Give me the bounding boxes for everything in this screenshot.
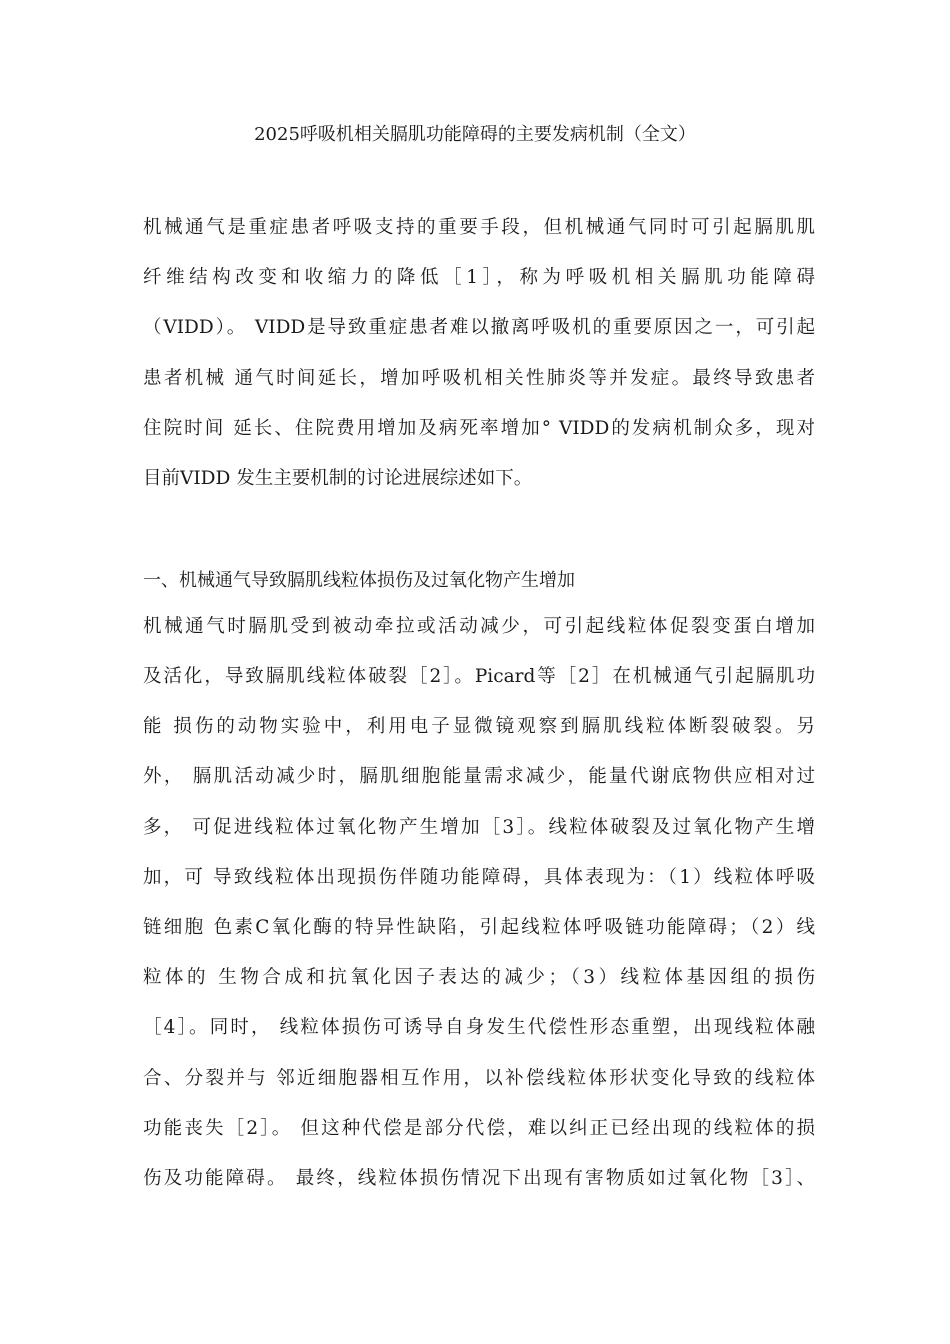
paragraph-line: （VIDD）。 VIDD是导致重症患者难以撤离呼吸机的重要原因之一，可引起 <box>143 317 815 338</box>
document-title: 2025呼吸机相关膈肌功能障碍的主要发病机制（全文） <box>254 124 696 145</box>
paragraph-line: 外， 膈肌活动减少时，膈肌细胞能量需求减少，能量代谢底物供应相对过 <box>143 766 815 787</box>
paragraph-line: 功能丧失［2］。 但这种代偿是部分代偿，难以纠正已经出现的线粒体的损 <box>143 1118 815 1139</box>
paragraph-line: 能 损伤的动物实验中，利用电子显微镜观察到膈肌线粒体断裂破裂。另 <box>143 716 815 737</box>
paragraph-line: 患者机械 通气时间延长，增加呼吸机相关性肺炎等并发症。最终导致患者 <box>143 368 815 389</box>
paragraph-line: 目前VIDD 发生主要机制的讨论进展综述如下。 <box>143 468 533 489</box>
paragraph-line: 伤及功能障碍。 最终，线粒体损伤情况下出现有害物质如过氧化物［3］、 <box>143 1168 815 1189</box>
section-heading: 一、机械通气导致膈肌线粒体损伤及过氧化物产生增加 <box>143 570 575 591</box>
paragraph-line: 加，可 导致线粒体出现损伤伴随功能障碍，具体表现为：（1）线粒体呼吸 <box>143 867 815 888</box>
paragraph-line: 合、分裂并与 邻近细胞器相互作用，以补偿线粒体形状变化导致的线粒体 <box>143 1068 815 1089</box>
paragraph-line: 纤维结构改变和收缩力的降低［1］，称为呼吸机相关膈肌功能障碍 <box>143 267 815 288</box>
paragraph-line: 粒体的 生物合成和抗氧化因子表达的减少；（3）线粒体基因组的损伤 <box>143 967 815 988</box>
paragraph-line: 链细胞 色素C氧化酶的特异性缺陷，引起线粒体呼吸链功能障碍；（2）线 <box>143 917 815 938</box>
paragraph-line: 机械通气是重症患者呼吸支持的重要手段，但机械通气同时可引起膈肌肌 <box>143 217 815 238</box>
paragraph-line: 机械通气时膈肌受到被动牵拉或活动减少，可引起线粒体促裂变蛋白增加 <box>143 616 815 637</box>
paragraph-line: ［4］。同时， 线粒体损伤可诱导自身发生代偿性形态重塑，出现线粒体融 <box>143 1017 815 1038</box>
paragraph-line: 多， 可促进线粒体过氧化物产生增加［3］。线粒体破裂及过氧化物产生增 <box>143 817 815 838</box>
paragraph-line: 住院时间 延长、住院费用增加及病死率增加° VIDD的发病机制众多，现对 <box>143 418 815 439</box>
paragraph-line: 及活化，导致膈肌线粒体破裂［2］。Picard等［2］在机械通气引起膈肌功 <box>143 666 815 687</box>
